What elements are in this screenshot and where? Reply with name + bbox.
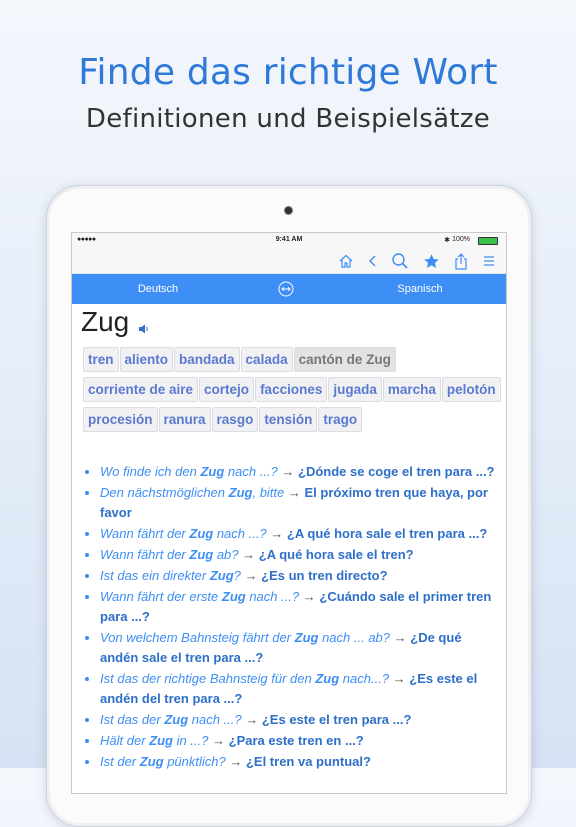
battery-icon	[478, 237, 498, 245]
example-spanish: ¿A qué hora sale el tren para ...?	[286, 526, 488, 541]
example-german	[100, 547, 239, 562]
arrow-icon: →	[390, 630, 411, 645]
example-keyword: Zug	[189, 526, 214, 541]
example-keyword: Zug	[209, 568, 234, 583]
status-bar	[72, 233, 506, 247]
example-german	[100, 526, 267, 541]
example-german	[100, 630, 390, 645]
example-keyword: Zug	[149, 733, 173, 748]
translation-chip[interactable]: marcha	[383, 377, 441, 402]
example-german-prefix: Ist der	[100, 754, 140, 769]
example-list	[78, 461, 500, 772]
promo-headline: Finde das richtige Wort	[78, 52, 498, 93]
example-spanish: ¿Para este tren en ...?	[228, 733, 364, 748]
promo-subheadline: Definitionen und Beispielsätze	[85, 104, 491, 134]
example-spanish: ¿Es este el tren para ...?	[261, 712, 412, 727]
example-item[interactable]	[100, 627, 500, 668]
translation-chip[interactable]: trago	[318, 407, 362, 432]
speaker-icon[interactable]	[138, 322, 150, 334]
example-german-prefix: Ist das der	[100, 712, 165, 727]
example-keyword: Zug	[221, 589, 246, 604]
home-icon[interactable]	[335, 250, 357, 272]
example-german-prefix: Wann fährt der erste	[100, 589, 222, 604]
example-item[interactable]	[100, 709, 500, 730]
example-spanish: ¿A qué hora sale el tren?	[258, 547, 414, 562]
translation-chip[interactable]: procesión	[83, 407, 158, 432]
example-german-suffix: ?	[233, 568, 241, 583]
example-german-prefix: Ist das der richtige Bahnsteig für den	[100, 671, 316, 686]
example-german	[100, 733, 208, 748]
menu-icon[interactable]	[478, 250, 500, 272]
example-spanish: ¿Es un tren directo?	[261, 568, 388, 583]
app-screen	[71, 232, 507, 794]
example-spanish: ¿Es este el andén del tren para ...?	[100, 671, 478, 706]
back-icon[interactable]	[362, 250, 384, 272]
example-german-suffix: nach ...?	[245, 589, 300, 604]
arrow-icon: →	[266, 526, 287, 541]
example-german	[100, 712, 242, 727]
example-german	[100, 671, 389, 686]
camera-dot	[284, 206, 293, 215]
translation-chip[interactable]: ranura	[159, 407, 211, 432]
example-item[interactable]	[100, 751, 500, 772]
example-german-suffix: nach ... ab?	[318, 630, 391, 645]
example-german-suffix: pünktlich?	[163, 754, 226, 769]
example-german-prefix: Wann fährt der	[100, 526, 190, 541]
toolbar	[72, 247, 506, 274]
example-german-suffix: , bitte	[252, 485, 285, 500]
headword-row	[78, 304, 500, 344]
example-german-prefix: Ist das ein direkter	[100, 568, 210, 583]
example-german-prefix: Wann fährt der	[100, 547, 190, 562]
example-spanish: ¿De qué andén sale el tren para ...?	[100, 630, 462, 665]
example-keyword: Zug	[189, 547, 214, 562]
translation-chip[interactable]: tensión	[259, 407, 317, 432]
example-item[interactable]	[100, 482, 500, 523]
example-german	[100, 754, 226, 769]
status-time: 9:41 AM	[275, 236, 303, 243]
headword: Zug	[81, 306, 130, 337]
signal-indicator: ●●●●●	[77, 236, 96, 243]
battery-percent: 100%	[452, 236, 470, 243]
example-item[interactable]	[100, 586, 500, 627]
share-icon[interactable]	[450, 250, 472, 272]
arrow-icon: →	[299, 589, 320, 604]
example-german	[100, 589, 299, 604]
translation-chip[interactable]: tren	[83, 347, 119, 372]
translation-chip[interactable]: cortejo	[199, 377, 254, 402]
example-keyword: Zug	[315, 671, 340, 686]
search-icon[interactable]	[389, 250, 411, 272]
example-german-suffix: nach ...?	[188, 712, 242, 727]
example-german-prefix: Wo finde ich den	[100, 464, 201, 479]
example-german	[100, 568, 241, 583]
translation-chip[interactable]: bandada	[174, 347, 240, 372]
example-german-suffix: nach ...?	[213, 526, 267, 541]
translation-chip[interactable]: facciones	[255, 377, 327, 402]
target-language[interactable]: Spanisch	[397, 283, 443, 295]
example-spanish: El próximo tren que haya, por favor	[100, 485, 488, 520]
bluetooth-icon: ✱	[444, 237, 450, 244]
example-german-prefix: Von welchem Bahnsteig fährt der	[100, 630, 295, 645]
example-german-prefix: Den nächstmöglichen	[100, 485, 229, 500]
example-item[interactable]	[100, 668, 500, 709]
example-item[interactable]	[100, 461, 500, 482]
example-spanish: ¿El tren va puntual?	[245, 754, 371, 769]
language-bar	[72, 274, 506, 304]
example-spanish: ¿Dónde se coge el tren para ...?	[298, 464, 495, 479]
arrow-icon: →	[225, 754, 246, 769]
example-keyword: Zug	[294, 630, 319, 645]
source-language[interactable]: Deutsch	[137, 283, 179, 295]
example-keyword: Zug	[139, 754, 164, 769]
example-german-suffix: nach ...?	[224, 464, 278, 479]
example-item[interactable]	[100, 730, 500, 751]
translation-chip[interactable]: aliento	[120, 347, 174, 372]
entry-content	[72, 304, 506, 772]
example-item[interactable]	[100, 544, 500, 565]
translation-chips	[83, 347, 503, 437]
arrow-icon: →	[389, 671, 410, 686]
translation-chip[interactable]: rasgo	[212, 407, 259, 432]
star-icon[interactable]	[420, 250, 442, 272]
example-german-suffix: ab?	[213, 547, 239, 562]
translation-chip[interactable]: corriente de aire	[83, 377, 198, 402]
example-german-suffix: nach...?	[339, 671, 390, 686]
example-german-prefix: Hält der	[100, 733, 150, 748]
example-item[interactable]	[100, 565, 500, 586]
arrow-icon: →	[238, 547, 259, 562]
example-item[interactable]	[100, 523, 500, 544]
example-keyword: Zug	[164, 712, 189, 727]
example-keyword: Zug	[228, 485, 253, 500]
translation-chip[interactable]: jugada	[328, 377, 382, 402]
example-german	[100, 464, 278, 479]
arrow-icon: →	[240, 568, 262, 583]
example-keyword: Zug	[200, 464, 225, 479]
arrow-icon: →	[208, 733, 229, 748]
swap-arrows-icon[interactable]	[278, 281, 294, 297]
arrow-icon: →	[284, 485, 305, 500]
translation-chip[interactable]: pelotón	[442, 377, 501, 402]
translation-chip[interactable]: calada	[241, 347, 293, 372]
arrow-icon: →	[241, 712, 262, 727]
translation-chip[interactable]: cantón de Zug	[294, 347, 396, 372]
example-german-suffix: in ...?	[172, 733, 209, 748]
arrow-icon: →	[277, 464, 298, 479]
example-german	[100, 485, 284, 500]
example-spanish: ¿Cuándo sale el primer tren para ...?	[100, 589, 492, 624]
